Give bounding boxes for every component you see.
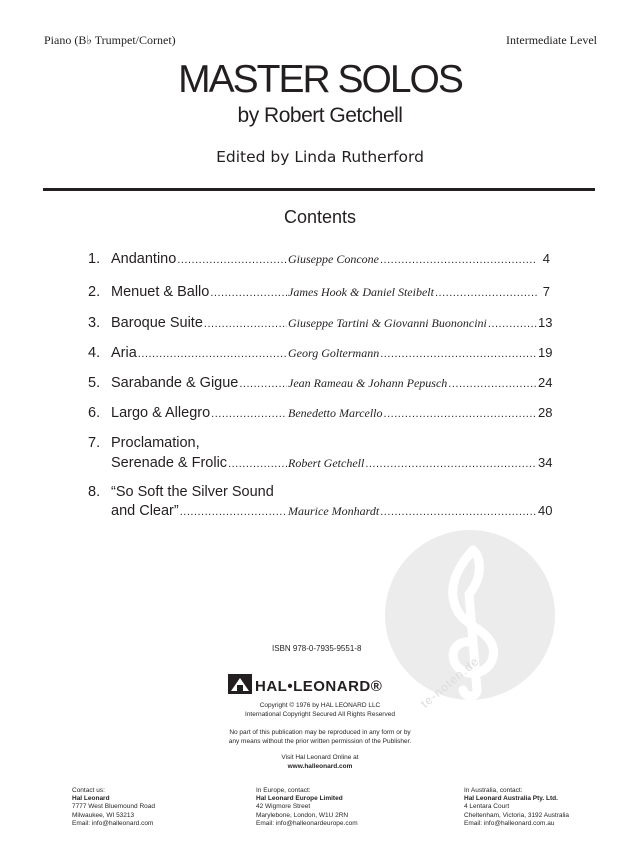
toc-title: Sarabande & Gigue bbox=[111, 375, 239, 391]
notice-line: No part of this publication may be reproduced in any form or by bbox=[229, 729, 411, 736]
toc-page: 4 bbox=[542, 251, 550, 266]
leader-dots bbox=[204, 318, 287, 330]
toc-number: 4. bbox=[88, 345, 101, 361]
rights-line: International Copyright Secured All Rights Reserved bbox=[245, 710, 395, 718]
toc-composer: James Hook & Daniel Steibelt bbox=[288, 285, 434, 299]
toc-number: 1. bbox=[88, 251, 101, 267]
contact-heading: In Europe, contact: bbox=[256, 787, 311, 794]
toc-number: 8. bbox=[88, 484, 101, 500]
toc-composer: Giuseppe Tartini & Giovanni Buononcini bbox=[288, 316, 487, 330]
leader-dots bbox=[380, 254, 537, 266]
leader-dots bbox=[380, 348, 537, 360]
toc-composer: Maurice Monhardt bbox=[288, 504, 380, 518]
toc-number: 2. bbox=[88, 284, 101, 300]
toc-number: 3. bbox=[88, 315, 101, 331]
toc-title: and Clear” bbox=[111, 503, 179, 519]
title-divider bbox=[43, 188, 595, 191]
instrument-label: Piano (B♭ Trumpet/Cornet) bbox=[44, 33, 176, 47]
toc-page: 19 bbox=[538, 345, 553, 360]
leader-dots bbox=[448, 378, 537, 390]
leader-dots bbox=[435, 287, 537, 299]
website-link[interactable]: www.halleonard.com bbox=[287, 762, 353, 770]
contents-heading: Contents bbox=[283, 207, 357, 227]
toc-title-line1: Proclamation, bbox=[111, 435, 200, 451]
toc-number: 5. bbox=[88, 375, 101, 391]
leader-dots bbox=[228, 458, 287, 470]
toc-composer: Jean Rameau & Johann Pepusch bbox=[288, 376, 448, 390]
editor-credit: Edited by Linda Rutherford bbox=[216, 148, 424, 166]
leader-dots bbox=[210, 287, 287, 299]
toc-page: 34 bbox=[538, 455, 553, 470]
toc-page: 24 bbox=[538, 375, 553, 390]
hal-leonard-logo-icon bbox=[228, 674, 252, 694]
toc-title-line1: “So Soft the Silver Sound bbox=[111, 484, 274, 500]
author-byline: by Robert Getchell bbox=[237, 104, 403, 127]
contact-email: Email: info@halleonard.com.au bbox=[464, 819, 555, 827]
toc-title: Baroque Suite bbox=[111, 315, 203, 331]
contact-email: Email: info@halleonard.com bbox=[72, 819, 154, 827]
contact-europe-block bbox=[256, 787, 358, 828]
toc-page: 28 bbox=[538, 405, 553, 420]
toc-title: Menuet & Ballo bbox=[111, 284, 210, 300]
toc-composer: Robert Getchell bbox=[288, 456, 365, 470]
toc-title: Andantino bbox=[111, 251, 177, 267]
isbn: ISBN 978-0-7935-9551-8 bbox=[272, 644, 362, 653]
leader-dots bbox=[211, 408, 287, 420]
copyright-notice bbox=[0, 702, 640, 719]
contact-email: Email: info@halleonardeurope.com bbox=[256, 819, 358, 827]
notice-line: any means without the prior written permission of the Publisher. bbox=[228, 737, 412, 745]
toc-composer: Benedetto Marcello bbox=[288, 406, 383, 420]
leader-dots bbox=[180, 506, 287, 518]
toc-number: 7. bbox=[88, 435, 101, 451]
toc-page: 7 bbox=[542, 284, 550, 299]
visit-online bbox=[0, 754, 640, 771]
leader-dots bbox=[384, 408, 537, 420]
toc-page: 13 bbox=[538, 315, 553, 330]
leader-dots bbox=[239, 378, 287, 390]
contact-australia-block bbox=[464, 787, 569, 828]
leader-dots bbox=[177, 254, 287, 266]
contact-address: Cheltenham, Victoria, 3192 Australia bbox=[464, 811, 570, 819]
copyright-line: Copyright © 1976 by HAL LEONARD LLC bbox=[259, 702, 381, 709]
contact-name: Hal Leonard bbox=[72, 795, 110, 803]
contact-address: 42 Wigmore Street bbox=[256, 803, 311, 811]
contact-address: Milwaukee, WI 53213 bbox=[72, 811, 135, 819]
toc-number: 6. bbox=[88, 405, 101, 421]
contact-address: 7777 West Bluemound Road bbox=[72, 803, 155, 811]
contact-name: Hal Leonard Australia Pty. Ltd. bbox=[464, 795, 558, 803]
publisher-logo: HAL•LEONARD® bbox=[255, 678, 383, 695]
leader-dots bbox=[138, 348, 287, 360]
toc-composer: Georg Goltermann bbox=[288, 346, 380, 360]
leader-dots bbox=[365, 458, 537, 470]
contact-address: 4 Lentara Court bbox=[464, 803, 510, 811]
book-title: MASTER SOLOS bbox=[178, 58, 462, 101]
toc-composer: Giuseppe Concone bbox=[288, 252, 379, 266]
leader-dots bbox=[380, 506, 537, 518]
leader-dots bbox=[488, 318, 537, 330]
reproduction-notice bbox=[0, 729, 640, 746]
contact-heading: In Australia, contact: bbox=[464, 787, 523, 794]
toc-title: Aria bbox=[111, 345, 137, 361]
contact-heading: Contact us: bbox=[72, 787, 105, 794]
watermark-text: te-noten.de bbox=[418, 653, 482, 711]
toc-page: 40 bbox=[538, 503, 553, 518]
toc-title: Serenade & Frolic bbox=[111, 455, 228, 471]
contact-us-block bbox=[72, 787, 155, 828]
contact-address: Marylebone, London, W1U 2RN bbox=[256, 811, 349, 819]
visit-text: Visit Hal Leonard Online at bbox=[281, 754, 359, 761]
toc-title: Largo & Allegro bbox=[111, 405, 211, 421]
contact-name: Hal Leonard Europe Limited bbox=[256, 795, 343, 803]
level-label: Intermediate Level bbox=[506, 33, 597, 47]
